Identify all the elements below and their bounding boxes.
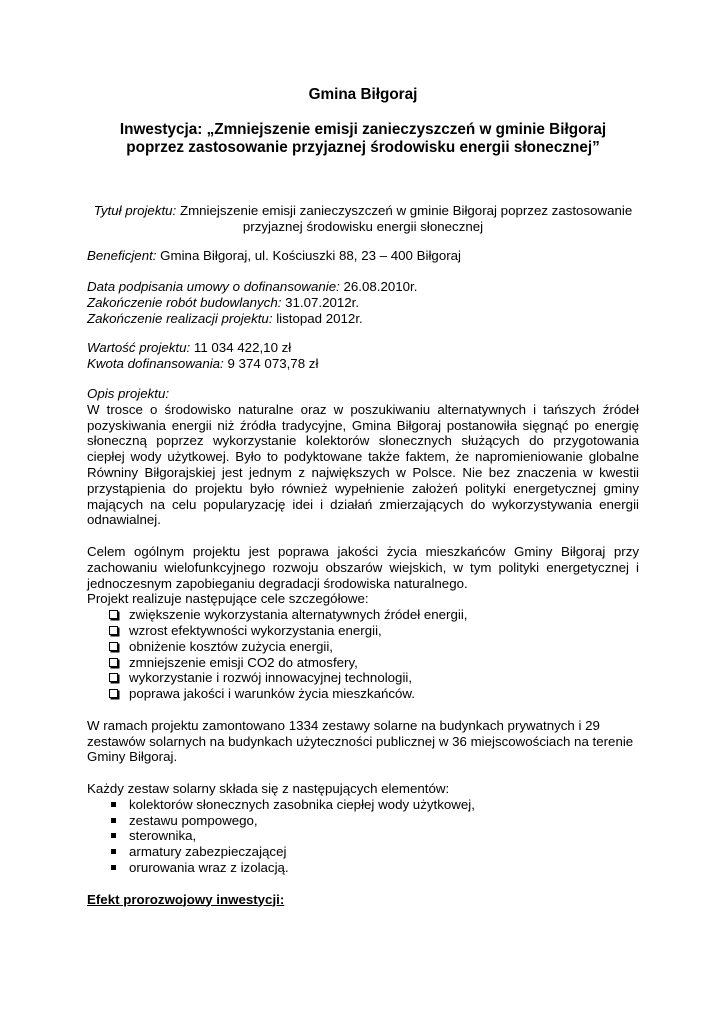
list-item: wykorzystanie i rozwój innowacyjnej technologii, <box>87 670 639 686</box>
goals-intro: Projekt realizuje następujące cele szczegółowe: <box>87 591 369 607</box>
list-item: wzrost efektywności wykorzystania energii, <box>87 623 639 639</box>
date-row <box>87 279 639 295</box>
effect-heading: Efekt prorozwojowy inwestycji: <box>87 891 285 907</box>
investment-heading-line2: poprzez zastosowanie przyjaznej środowisku energii słonecznej” <box>126 139 600 156</box>
finance-row <box>87 340 639 356</box>
municipality-heading: Gmina Biłgoraj <box>308 86 418 103</box>
beneficiary <box>87 248 639 264</box>
project-title <box>87 203 639 235</box>
list-item: zwiększenie wykorzystania alternatywnych źródeł energii, <box>87 607 639 623</box>
date-label: Zakończenie robót budowlanych: <box>87 294 282 310</box>
finance-section <box>87 340 639 372</box>
list-item: zmniejszenie emisji CO2 do atmosfery, <box>87 655 639 671</box>
list-item: zestawu pompowego, <box>87 813 639 829</box>
date-row <box>87 311 639 327</box>
finance-row <box>87 356 639 372</box>
beneficiary-value: Gmina Biłgoraj, ul. Kościuszki 88, 23 – 400 Biłgoraj <box>156 248 461 263</box>
list-item: orurowania wraz z izolacją. <box>87 860 639 876</box>
description-paragraph-3: W ramach projektu zamontowano 1334 zestawy solarne na budynkach prywatnych i 29 zestawów solarnych na budynkach użyteczności publicznej w 36 miejscowościach na terenie Gminy Biłgoraj. <box>87 717 634 765</box>
date-label: Data podpisania umowy o dofinansowanie: <box>87 279 340 294</box>
finance-value: 11 034 422,10 zł <box>190 340 292 355</box>
list-item: armatury zabezpieczającej <box>87 844 639 860</box>
finance-label: Kwota dofinansowania: <box>87 355 224 371</box>
finance-value: 9 374 073,78 zł <box>223 355 319 371</box>
list-item: obniżenie kosztów zużycia energii, <box>87 639 639 655</box>
date-row <box>87 295 639 311</box>
description-section <box>87 386 639 907</box>
investment-heading <box>87 121 639 157</box>
date-value: 31.07.2012r. <box>281 294 360 310</box>
components-intro: Każdy zestaw solarny składa się z następujących elementów: <box>87 780 450 796</box>
beneficiary-label: Beneficjent: <box>87 248 157 263</box>
date-label: Zakończenie realizacji projektu: <box>87 310 273 326</box>
project-title-label: Tytuł projektu: <box>93 203 177 218</box>
goals-list <box>87 607 639 702</box>
description-paragraph-2: Celem ogólnym projektu jest poprawa jakości życia mieszkańców Gminy Biłgoraj przy zachowaniu wielofunkcyjnego rozwoju obszarów wiejskich, w tym polityki energetycznej i jednoczesnym zapobieganiu degradacji środowiska naturalnego. <box>87 543 639 591</box>
description-label: Opis projektu: <box>87 386 170 401</box>
components-list <box>87 797 639 876</box>
list-item: sterownika, <box>87 828 639 844</box>
investment-heading-line1: Inwestycja: „Zmniejszenie emisji zanieczyszczeń w gminie Biłgoraj <box>119 121 607 138</box>
list-item: kolektorów słonecznych zasobnika ciepłej wody użytkowej, <box>87 797 639 813</box>
description-paragraph-1: W trosce o środowisko naturalne oraz w poszukiwaniu alternatywnych i tańszych źródeł pozyskiwania energii niż źródła tradycyjne, Gmina Biłgoraj postanowiła sięgnąć po energię słoneczną poprzez wykorzystanie kolektorów słonecznych służących do przygotowania ciepłej wody użytkowej. Było to podyktowane także faktem, że napromieniowanie globalne Równiny Biłgorajskiej jest jednym z największych w Polsce. Nie bez znaczenia w kwestii przystąpienia do projektu było również wypełnienie założeń polityki energetycznej gminy mających na celu popularyzację idei i działań zmierzających do wykorzystywania energii odnawialnej. <box>87 401 639 528</box>
finance-label: Wartość projektu: <box>87 340 191 355</box>
date-value: 26.08.2010r. <box>339 279 418 294</box>
project-title-value: Zmniejszenie emisji zanieczyszczeń w gminie Biłgoraj poprzez zastosowanie przyjaznej środowisku energii słonecznej <box>176 203 633 234</box>
list-item: poprawa jakości i warunków życia mieszkańców. <box>87 686 639 702</box>
date-value: listopad 2012r. <box>272 310 363 326</box>
dates-section <box>87 279 639 326</box>
